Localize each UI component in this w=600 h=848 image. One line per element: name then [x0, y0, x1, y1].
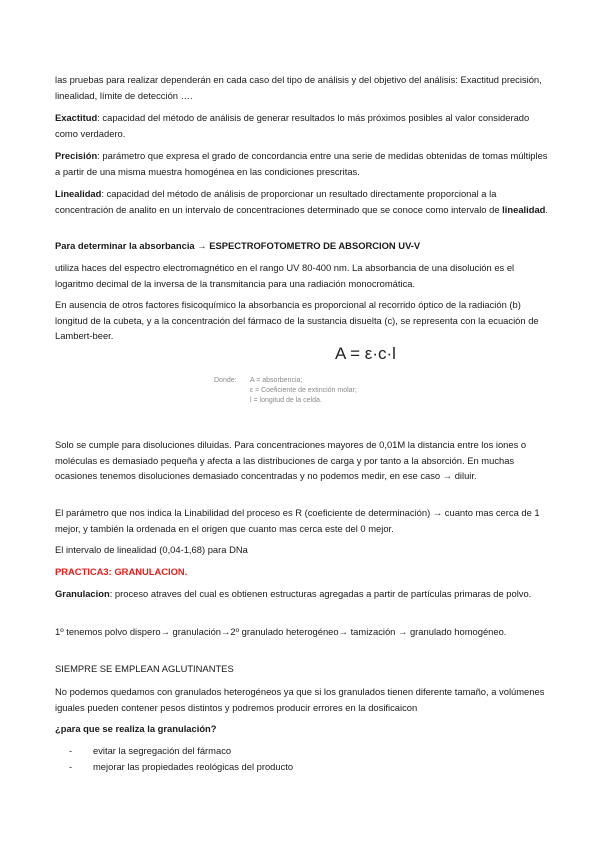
- list-item-text: evitar la segregación del fármaco: [93, 745, 232, 756]
- paragraph-granulacion: [55, 586, 550, 602]
- paragraph-exactitud: [55, 110, 550, 141]
- paragraph-text: El intervalo de linealidad (0,04-1,68) para DNa: [55, 544, 248, 555]
- paragraph-linear-interval: [55, 542, 550, 558]
- question-text: ¿para que se realiza la granulación?: [55, 723, 217, 734]
- legend-label: Donde:: [214, 377, 237, 384]
- list-item: [55, 759, 550, 775]
- bullet-list: [55, 743, 550, 774]
- paragraph-granulation-steps: [55, 624, 550, 640]
- heading-text: Para determinar la absorbancia → ESPECTROFOTOMETRO DE ABSORCION UV-V: [55, 240, 421, 251]
- definition-text: : capacidad del método de análisis de proporcionar un resultado directamente proporcional a la concentración de analito en un intervalo de concentraciones determinado que se conoce como intervalo de: [55, 188, 503, 215]
- definition-text: : capacidad del método de análisis de generar resultados lo más próximos posibles al valor considerado como verdadero.: [55, 112, 530, 139]
- paragraph-text: las pruebas para realizar dependerán en cada caso del tipo de análisis y del objetivo del análisis: Exactitud precisión, linealidad, límite de detección ….: [55, 74, 542, 101]
- paragraph-uv-spectrum: [55, 260, 550, 291]
- term-precision: Precisión: [55, 150, 98, 161]
- paragraph-text: En ausencia de otros factores fisicoquímico la absorbancia es proporcional al recorrido óptico de la radiación (b) longitud de la cubeta, y a la concentración del fármaco de la sustancia disuelta (c), se representa con la ecuación de Lambert-beer.: [55, 299, 539, 341]
- period: .: [545, 203, 549, 215]
- paragraph-text: No podemos quedamos con granulados heterogéneos ya que si los granulados tienen diferente tamaño, a volúmenes iguales pueden contener pesos distintos y podremos producir errores en la dosificaicon: [55, 686, 545, 713]
- term-linealidad: Linealidad: [55, 188, 102, 199]
- legend-line-absorbance: A = absorbencia;: [250, 377, 303, 384]
- paragraph-aglutinantes: [55, 661, 550, 677]
- definition-text: : parámetro que expresa el grado de concordancia entre una serie de medidas obtenidas de tomas múltiples a partir de una misma muestra homogénea en las condiciones prescritas.: [55, 150, 548, 177]
- paragraph-text: El parámetro que nos indica la Linabilidad del proceso es R (coeficiente de determinación) → cuanto mas cerca de 1 mejor, y también la ordenada en el origen que cuanto mas cerca este del 0 mejor.: [55, 507, 540, 534]
- bullet-dash: -: [69, 745, 73, 756]
- paragraph-linealidad: [55, 186, 550, 217]
- equation-legend: [214, 376, 357, 406]
- term-granulacion: Granulacion: [55, 588, 110, 599]
- paragraph-text: SIEMPRE SE EMPLEAN AGLUTINANTES: [55, 663, 234, 674]
- paragraph-validation-tests: [55, 72, 550, 103]
- legend-line-extinction: ε = Coeficiente de extinción molar;: [250, 387, 357, 394]
- paragraph-text: utiliza haces del espectro electromagnético en el rango UV 80-400 nm. La absorbancia de una disolución es el logaritmo decimal de la inversa de la transmitancia para una radiación monocromática.: [55, 262, 515, 289]
- term-linealidad-end: linealidad: [502, 203, 546, 215]
- term-exactitud: Exactitud: [55, 112, 98, 123]
- paragraph-text: 1º tenemos polvo dispero→ granulación→2º granulado heterogéneo→ tamización → granulado homogéneo.: [55, 626, 507, 637]
- lambert-beer-equation: A = ε·c·l: [335, 344, 396, 363]
- paragraph-lambert-beer: [55, 297, 550, 344]
- bullet-dash: -: [69, 760, 73, 772]
- paragraph-precision: [55, 148, 550, 179]
- definition-text: : proceso atraves del cual es obtienen estructuras agregadas a partir de partículas primaras de polvo.: [109, 588, 532, 599]
- heading-why-granulate: [55, 721, 550, 737]
- paragraph-text: Solo se cumple para disoluciones diluidas. Para concentraciones mayores de 0,01M la distancia entre los iones o moléculas es demasiado pequeña y afecta a las distribuciones de carga y por tanto a la absorción. En muchas ocasiones tenemos disoluciones demasiado concentradas y no podemos medir, en ese caso → diluir.: [55, 439, 527, 481]
- legend-line-length: l = longitud de la celda.: [250, 397, 322, 404]
- paragraph-diluted-solutions: [55, 437, 550, 484]
- list-item-text: mejorar las propiedades reológicas del producto: [93, 760, 294, 772]
- paragraph-heterogeneous: [55, 684, 550, 715]
- list-item: [55, 743, 550, 759]
- section-heading: PRACTICA3: GRANULACION.: [55, 566, 188, 577]
- heading-practica3: [55, 564, 550, 580]
- heading-absorbancia: [55, 238, 550, 254]
- paragraph-r-coefficient: [55, 505, 550, 536]
